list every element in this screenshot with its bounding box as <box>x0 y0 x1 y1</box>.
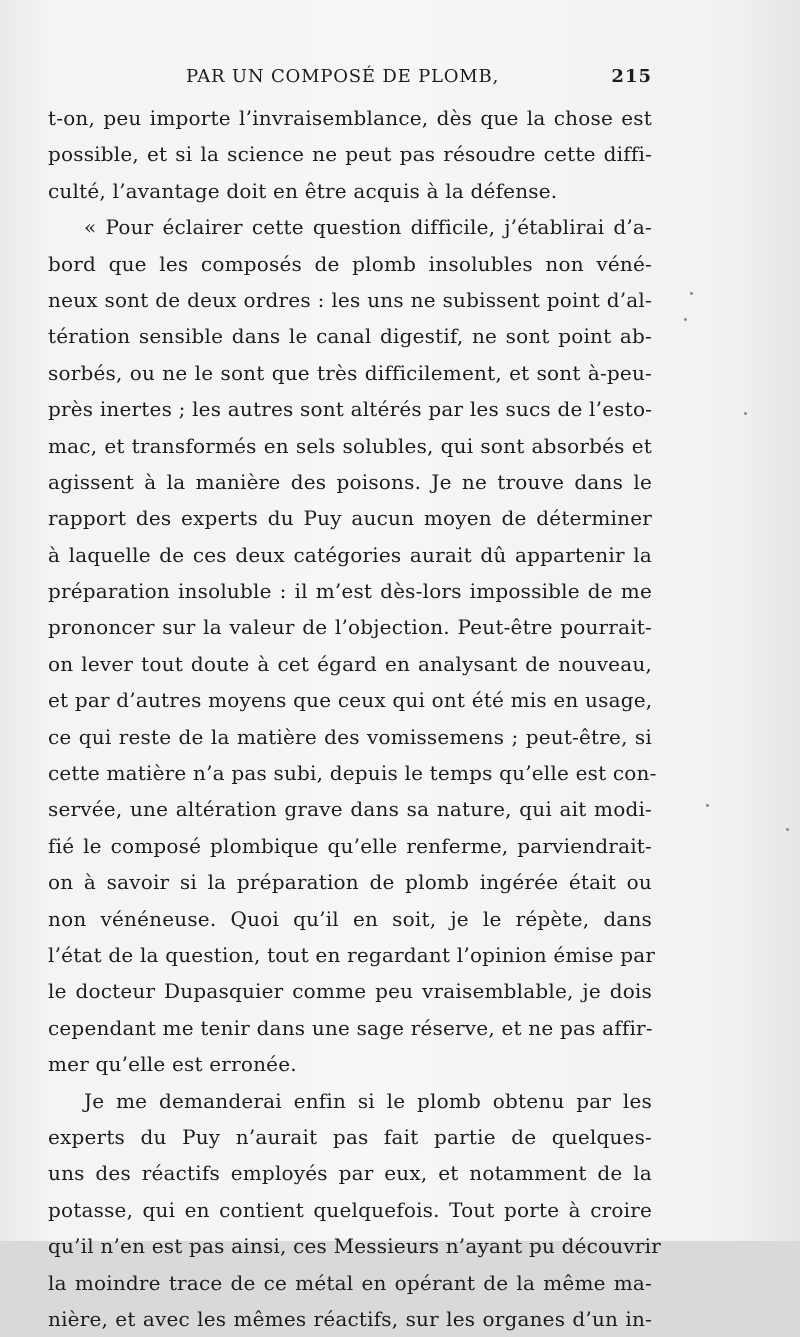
text-line: t-on, peu importe l’invraisemblance, dès que la chose est <box>48 106 652 130</box>
text-line: possible, et si la science ne peut pas résoudre cette diffi- <box>48 142 652 167</box>
text-line: culté, l’avantage doit en être acquis à la défense. <box>48 178 558 203</box>
page-header <box>48 62 652 94</box>
text-line: fié le composé plombique qu’elle renferme, parviendrait- <box>48 833 652 858</box>
text-line: uns des réactifs employés par eux, et notamment de la <box>48 1161 652 1186</box>
text-line: servée, une altération grave dans sa nature, qui ait modi- <box>48 797 652 822</box>
paper-speck <box>706 804 709 807</box>
text-line: non vénéneuse. Quoi qu’il en soit, je le répète, dans <box>48 906 652 931</box>
text-line: nière, et avec les mêmes réactifs, sur les organes d’un in- <box>48 1306 652 1331</box>
text-line: qu’il n’en est pas ainsi, ces Messieurs n’ayant pu découvrir <box>48 1234 661 1259</box>
text-line: tération sensible dans le canal digestif, ne sont point ab- <box>48 324 652 349</box>
page-number: 215 <box>611 66 652 87</box>
text-line: près inertes ; les autres sont altérés par les sucs de l’esto- <box>48 397 653 422</box>
text-line: préparation insoluble : il m’est dès-lors impossible de me <box>48 579 652 604</box>
text-line: et par d’autres moyens que ceux qui ont été mis en usage, <box>48 688 653 713</box>
text-line: neux sont de deux ordres : les uns ne subissent point d’al- <box>48 287 652 312</box>
text-line: à laquelle de ces deux catégories aurait dû appartenir la <box>48 542 652 567</box>
text-line: bord que les composés de plomb insolubles non véné- <box>48 251 652 276</box>
paper-speck <box>744 412 747 415</box>
text-line: Je me demanderai enfin si le plomb obtenu par les <box>84 1088 652 1113</box>
text-line: la moindre trace de ce métal en opérant de la même ma- <box>48 1270 652 1295</box>
text-line: le docteur Dupasquier comme peu vraisemblable, je dois <box>48 979 652 1004</box>
text-line: mac, et transformés en sels solubles, qui sont absorbés et <box>48 433 652 458</box>
running-title: PAR UN COMPOSÉ DE PLOMB, <box>186 66 500 87</box>
text-line: cependant me tenir dans une sage réserve, et ne pas affir- <box>48 1015 653 1040</box>
text-line: rapport des experts du Puy aucun moyen de déterminer <box>48 506 652 531</box>
text-line: ce qui reste de la matière des vomissemens ; peut-être, si <box>48 724 652 749</box>
text-line: « Pour éclairer cette question difficile, j’établirai d’a- <box>84 215 652 240</box>
text-line: potasse, qui en contient quelquefois. Tout porte à croire <box>48 1197 652 1222</box>
text-line: on lever tout doute à cet égard en analysant de nouveau, <box>48 651 652 676</box>
text-line: agissent à la manière des poisons. Je ne trouve dans le <box>48 469 652 494</box>
paper-speck <box>690 292 693 295</box>
paper-speck <box>786 828 789 831</box>
text-line: l’état de la question, tout en regardant l’opinion émise par <box>48 942 656 967</box>
text-line: sorbés, ou ne le sont que très difficilement, et sont à-peu- <box>48 360 652 385</box>
paper-speck <box>684 318 687 321</box>
text-line: experts du Puy n’aurait pas fait partie de quelques- <box>48 1124 652 1149</box>
body-text <box>48 100 661 1337</box>
text-line: prononcer sur la valeur de l’objection. Peut-être pourrait- <box>48 615 652 640</box>
text-line: mer qu’elle est erronée. <box>48 1052 297 1077</box>
text-line: on à savoir si la préparation de plomb ingérée était ou <box>48 870 652 895</box>
text-line: cette matière n’a pas subi, depuis le temps qu’elle est con- <box>48 761 657 786</box>
